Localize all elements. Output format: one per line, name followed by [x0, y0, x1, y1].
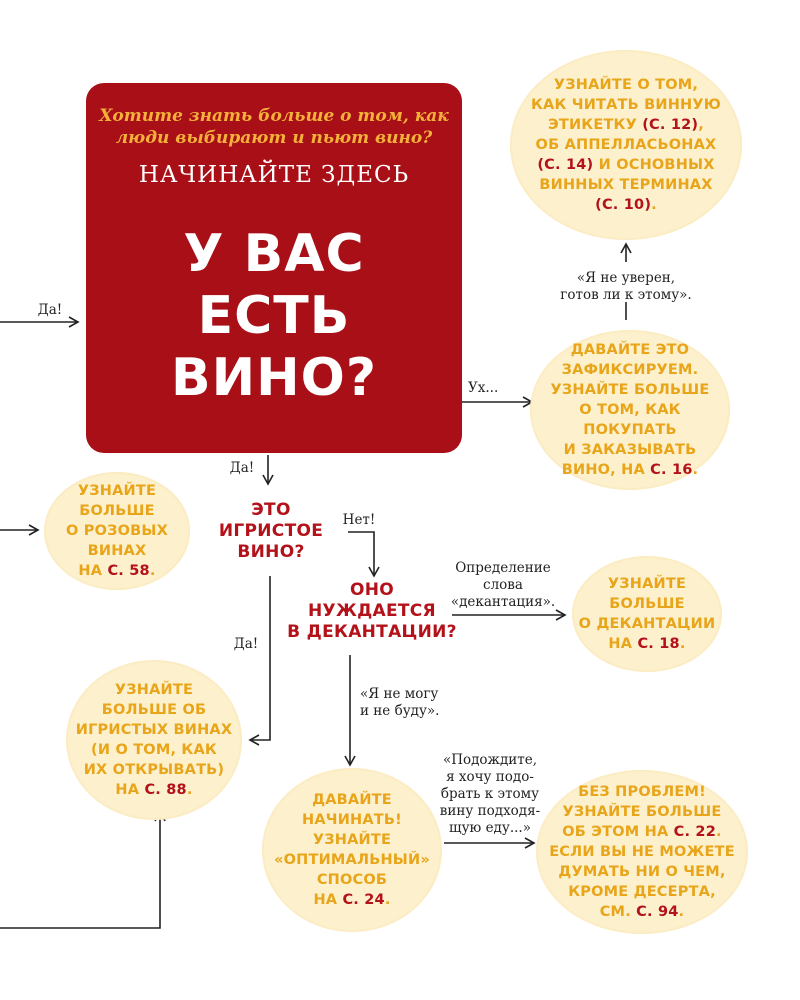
label-uh: Ух...	[468, 380, 499, 396]
label-cant	[360, 686, 450, 720]
page-ref: (С. 14)	[537, 157, 594, 173]
page-ref: С. 16	[650, 462, 693, 478]
start-subtitle-line: Хотите знать больше о том, как	[99, 106, 449, 126]
bubble-line: БЕЗ ПРОБЛЕМ!	[578, 784, 706, 800]
page-ref: (С. 10)	[595, 197, 652, 213]
bubble-line: (И О ТОМ, КАК	[91, 742, 217, 758]
page-ref: С. 18	[637, 636, 680, 652]
page-ref: С. 94	[636, 904, 679, 920]
bubble-line: ДАВАЙТЕ	[312, 792, 392, 808]
bubble-line: ДУМАТЬ НИ О ЧЕМ,	[558, 864, 726, 880]
bubble-line: БОЛЬШЕ ОБ	[101, 702, 207, 718]
bubble-decanting	[572, 556, 722, 672]
bubble-line: КРОМЕ ДЕСЕРТА,	[568, 884, 716, 900]
bubble-line	[76, 780, 232, 800]
main-question-line: У ВАС	[183, 224, 365, 284]
bubble-text-part: .	[186, 782, 193, 798]
bubble-text-part: .	[678, 904, 685, 920]
bubble-line: УЗНАЙТЕ БОЛЬШЕ	[562, 804, 722, 820]
bubble-optimal	[262, 768, 442, 932]
bubble-food	[536, 770, 748, 934]
bubble-line	[531, 115, 721, 135]
main-question-line: ВИНО?	[170, 348, 378, 408]
bubble-rose	[44, 472, 190, 590]
bubble-text-part: .	[692, 462, 699, 478]
question-line: НУЖДАЕТСЯ	[308, 601, 436, 621]
label-no: Нет!	[342, 512, 376, 528]
label-yes-left: Да!	[37, 302, 63, 318]
label-line: брать к этому	[440, 786, 540, 802]
page-ref: С. 24	[342, 892, 385, 908]
label-not-sure	[546, 270, 706, 304]
bubble-line: БОЛЬШЕ	[79, 503, 155, 519]
question-line: В ДЕКАНТАЦИИ?	[287, 622, 457, 642]
start-subtitle	[86, 105, 462, 149]
bubble-line: УЗНАЙТЕ	[607, 576, 687, 592]
question-sparkling	[206, 500, 336, 563]
bubble-text-part: СМ.	[599, 904, 637, 920]
bubble-line	[531, 195, 721, 215]
question-line: ОНО	[349, 580, 395, 600]
question-line: ВИНО?	[237, 542, 305, 562]
label-yes-down: Да!	[229, 460, 255, 476]
arrow-bottom-to-sparkling-bubble	[0, 812, 160, 928]
bubble-line	[579, 634, 716, 654]
bubble-text-part: .	[651, 197, 657, 213]
bubble-line: УЗНАЙТЕ	[312, 832, 392, 848]
bubble-text-part: И ОСНОВНЫХ	[593, 157, 715, 173]
bubble-line: ВИНАХ	[87, 543, 147, 559]
bubble-text-part: .	[384, 892, 391, 908]
bubble-text-part: ЭТИКЕТКУ	[548, 117, 643, 133]
bubble-text-part: .	[716, 824, 722, 840]
bubble-text	[274, 790, 430, 910]
bubble-line: О РОЗОВЫХ	[65, 523, 168, 539]
bubble-text-part: .	[679, 636, 686, 652]
bubble-text	[549, 782, 735, 922]
label-line: и не буду».	[360, 703, 440, 719]
label-line: Определение	[455, 560, 551, 576]
label-line: «декантация».	[450, 594, 556, 610]
bubble-line: «ОПТИМАЛЬНЫЙ»	[274, 852, 430, 868]
question-line: ИГРИСТОЕ	[218, 521, 324, 541]
bubble-text-part: НА	[608, 636, 638, 652]
bubble-line: О ТОМ, КАК ПОКУПАТЬ	[579, 402, 681, 438]
bubble-line: БОЛЬШЕ	[609, 596, 685, 612]
label-line: «Я не могу	[360, 686, 439, 702]
bubble-line: И ЗАКАЗЫВАТЬ	[563, 442, 697, 458]
page-ref: С. 58	[107, 563, 150, 579]
bubble-line	[549, 902, 735, 922]
page-ref: С. 22	[673, 824, 717, 840]
label-definition	[448, 560, 558, 611]
bubble-line	[66, 561, 168, 581]
bubble-line	[530, 460, 730, 480]
bubble-line: ИХ ОТКРЫВАТЬ)	[83, 762, 225, 778]
bubble-text	[76, 680, 232, 800]
bubble-line: НАЧИНАТЬ!	[302, 812, 402, 828]
bubble-text-part: НА	[78, 563, 108, 579]
bubble-line: ЕСЛИ ВЫ НЕ МОЖЕТЕ	[549, 844, 735, 860]
bubble-text	[531, 75, 721, 215]
question-line: ЭТО	[251, 500, 291, 520]
bubble-line: ЗАФИКСИРУЕМ.	[561, 362, 699, 378]
bubble-buying	[530, 330, 730, 490]
label-line: готов ли к этому».	[560, 287, 692, 303]
bubble-line: СПОСОБ	[316, 872, 388, 888]
bubble-text-part: ,	[698, 117, 704, 133]
bubble-line: УЗНАЙТЕ	[77, 483, 157, 499]
main-question	[86, 223, 462, 409]
start-here-heading: НАЧИНАЙТЕ ЗДЕСЬ	[138, 162, 410, 188]
start-subtitle-line: люди выбирают и пьют вино?	[115, 128, 433, 148]
bubble-text-part: ВИНО, НА	[561, 462, 651, 478]
bubble-wine-label	[510, 50, 742, 240]
label-wait	[434, 752, 546, 837]
bubble-sparkling	[66, 660, 242, 820]
page-ref: (С. 12)	[642, 117, 699, 133]
bubble-line: ИГРИСТЫХ ВИНАХ	[75, 722, 233, 738]
label-line: «Я не уверен,	[576, 270, 676, 286]
bubble-line: ОБ АППЕЛЛАСЬОНАХ	[535, 137, 717, 153]
bubble-line: ДАВАЙТЕ ЭТО	[570, 342, 690, 358]
label-line: вину подходя-	[439, 803, 541, 819]
bubble-line: О ДЕКАНТАЦИИ	[578, 616, 716, 632]
start-box	[86, 83, 462, 453]
bubble-text	[530, 340, 730, 480]
bubble-line: УЗНАЙТЕ О ТОМ,	[553, 77, 699, 93]
bubble-line: УЗНАЙТЕ БОЛЬШЕ	[550, 382, 710, 398]
bubble-line: УЗНАЙТЕ	[114, 682, 194, 698]
main-question-line: ЕСТЬ	[197, 286, 351, 346]
bubble-line	[531, 155, 721, 175]
arrow-yes-to-sparkling-bubble	[250, 576, 270, 740]
bubble-text-part: НА	[115, 782, 145, 798]
bubble-line: ВИННЫХ ТЕРМИНАХ	[539, 177, 713, 193]
label-line: я хочу подо-	[446, 769, 534, 785]
page-ref: С. 88	[144, 782, 187, 798]
bubble-line	[274, 890, 430, 910]
bubble-line	[549, 822, 735, 842]
bubble-text-part: ОБ ЭТОМ НА	[562, 824, 674, 840]
label-line: «Подождите,	[442, 752, 538, 768]
question-decant	[282, 580, 462, 643]
label-line: слова	[483, 577, 523, 593]
label-line: щую еду...»	[449, 820, 531, 836]
bubble-line: КАК ЧИТАТЬ ВИННУЮ	[531, 97, 721, 113]
arrow-no-to-decant	[348, 532, 374, 576]
bubble-text-part: .	[149, 563, 156, 579]
label-yes-sparkling: Да!	[233, 636, 259, 652]
bubble-text	[579, 574, 716, 654]
bubble-text	[66, 481, 168, 581]
bubble-text-part: НА	[313, 892, 343, 908]
